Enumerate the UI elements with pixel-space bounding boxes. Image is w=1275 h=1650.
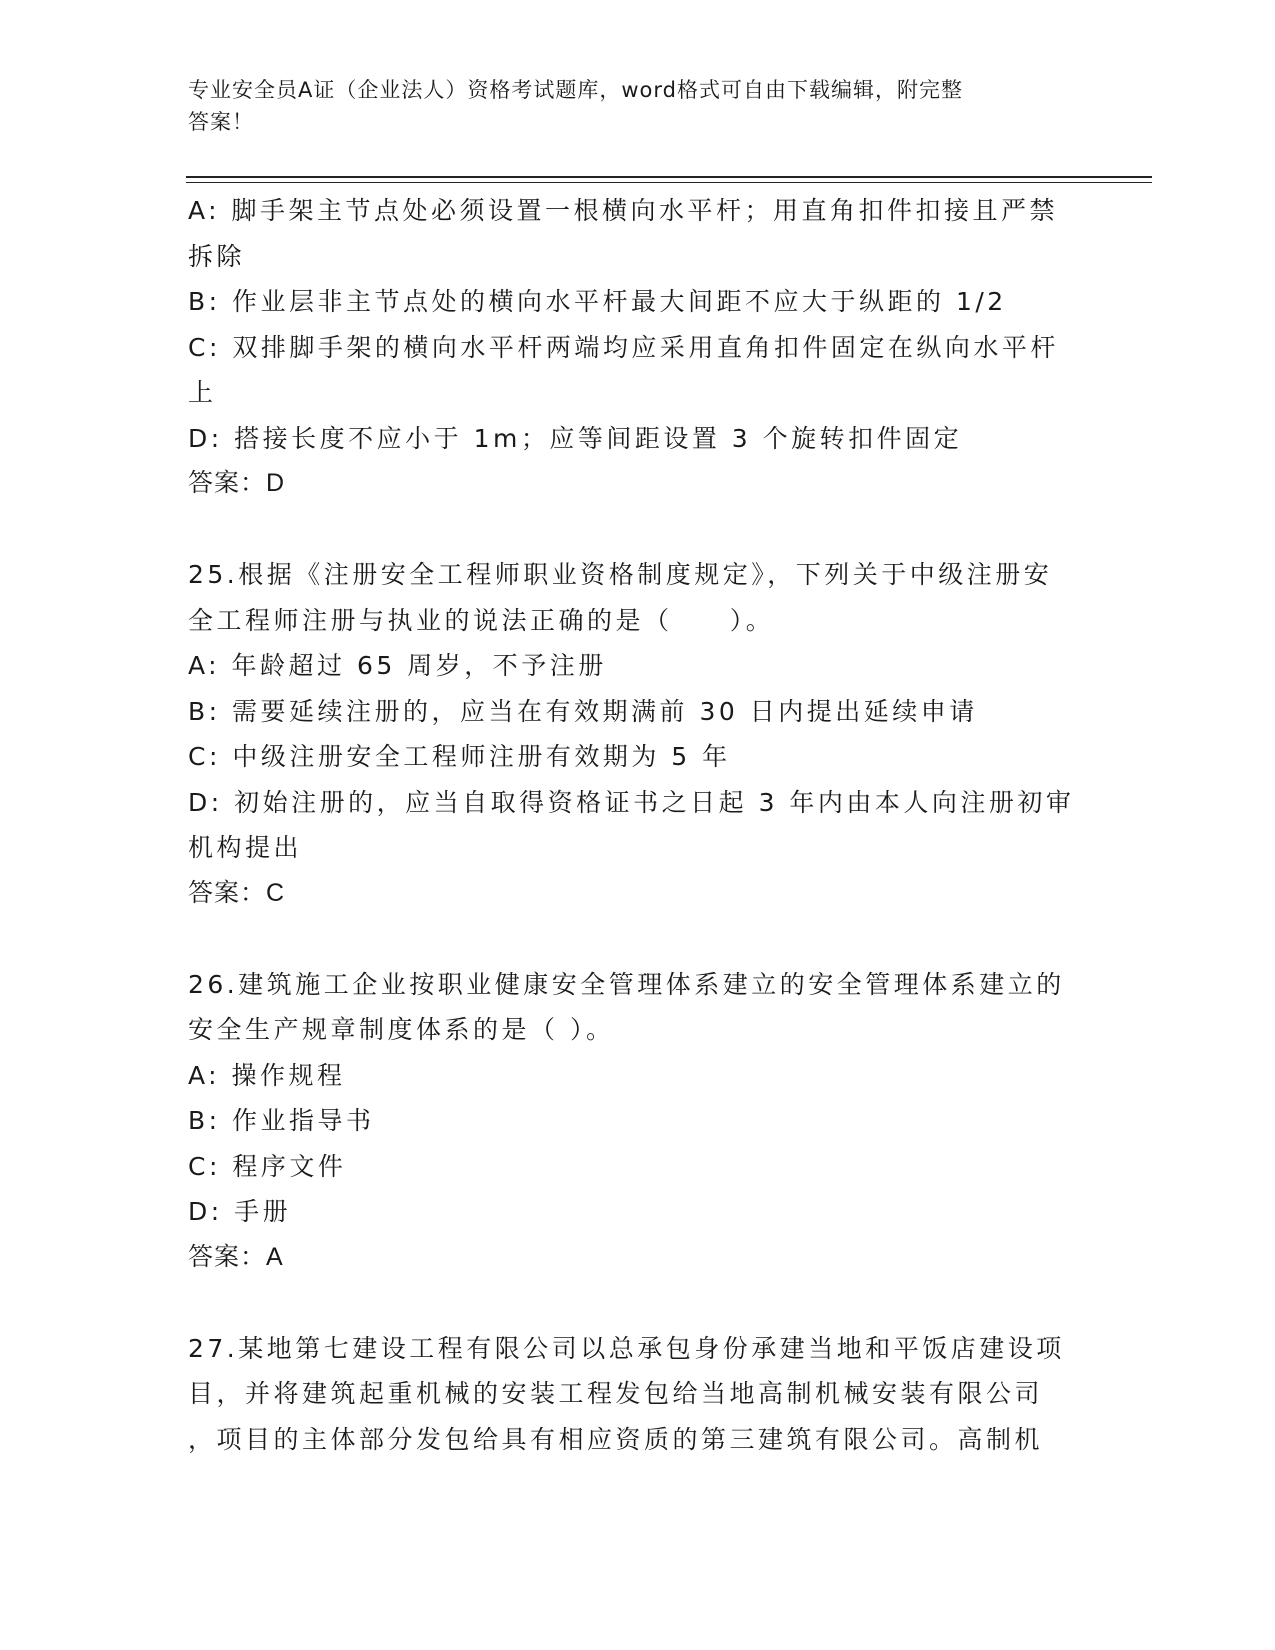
q26-option-c: C: 程序文件 bbox=[188, 1151, 347, 1181]
header-rule-thick bbox=[186, 176, 1152, 178]
spacer bbox=[188, 916, 1088, 962]
q25-option-c: C: 中级注册安全工程师注册有效期为 5 年 bbox=[188, 742, 731, 771]
q26-stem-line-1: 26.建筑施工企业按职业健康安全管理体系建立的安全管理体系建立的 bbox=[188, 969, 1065, 999]
q25-stem-line-2: 全工程师注册与执业的说法正确的是（ ）。 bbox=[188, 605, 775, 635]
q25-option-b: B: 需要延续注册的，应当在有效期满前 30 日内提出延续申请 bbox=[188, 696, 978, 726]
spacer bbox=[188, 1280, 1088, 1326]
q27-stem-line-2: 目，并将建筑起重机械的安装工程发包给当地高制机械安装有限公司 bbox=[188, 1379, 1044, 1408]
q24-option-b: B: 作业层非主节点处的横向水平杆最大间距不应大于纵距的 1/2 bbox=[188, 287, 1007, 316]
document-header bbox=[188, 74, 1078, 138]
question-26 bbox=[188, 962, 1088, 1281]
q27-stem-line-1: 27.某地第七建设工程有限公司以总承包身份承建当地和平饭店建设项 bbox=[188, 1333, 1065, 1363]
question-27 bbox=[188, 1326, 1088, 1463]
q25-option-a: A: 年龄超过 65 周岁，不予注册 bbox=[188, 651, 607, 680]
question-content bbox=[188, 188, 1088, 1462]
question-24-options bbox=[188, 188, 1088, 507]
q26-option-a: A: 操作规程 bbox=[188, 1060, 346, 1090]
q24-option-c-line-2: 上 bbox=[188, 378, 217, 407]
q26-option-d: D: 手册 bbox=[188, 1197, 292, 1226]
q26-answer: 答案：A bbox=[188, 1242, 284, 1271]
q27-stem-line-3: ，项目的主体部分发包给具有相应资质的第三建筑有限公司。高制机 bbox=[188, 1424, 1044, 1454]
header-line-1: 专业安全员A证（企业法人）资格考试题库，word格式可自由下载编辑，附完整 bbox=[188, 78, 963, 102]
header-rule-thin bbox=[186, 182, 1152, 183]
header-line-2: 答案！ bbox=[188, 110, 254, 134]
q24-answer: 答案：D bbox=[188, 469, 286, 497]
q24-option-c-line-1: C: 双排脚手架的横向水平杆两端均应采用直角扣件固定在纵向水平杆 bbox=[188, 332, 1059, 362]
q24-option-a-line-1: A: 脚手架主节点处必须设置一根横向水平杆；用直角扣件扣接且严禁 bbox=[188, 196, 1059, 225]
q26-stem-line-2: 安全生产规章制度体系的是（ ）。 bbox=[188, 1015, 615, 1044]
q26-option-b: B: 作业指导书 bbox=[188, 1106, 375, 1135]
spacer bbox=[188, 507, 1088, 553]
q25-stem-line-1: 25.根据《注册安全工程师职业资格制度规定》，下列关于中级注册安 bbox=[188, 560, 1053, 589]
q25-option-d-line-2: 机构提出 bbox=[188, 833, 303, 862]
question-25 bbox=[188, 552, 1088, 916]
q24-option-d: D: 搭接长度不应小于 1m；应等间距设置 3 个旋转扣件固定 bbox=[188, 423, 963, 453]
q25-answer: 答案：C bbox=[188, 878, 286, 907]
q25-option-d-line-1: D: 初始注册的，应当自取得资格证书之日起 3 年内由本人向注册初审 bbox=[188, 787, 1075, 817]
q24-option-a-line-2: 拆除 bbox=[188, 241, 246, 271]
